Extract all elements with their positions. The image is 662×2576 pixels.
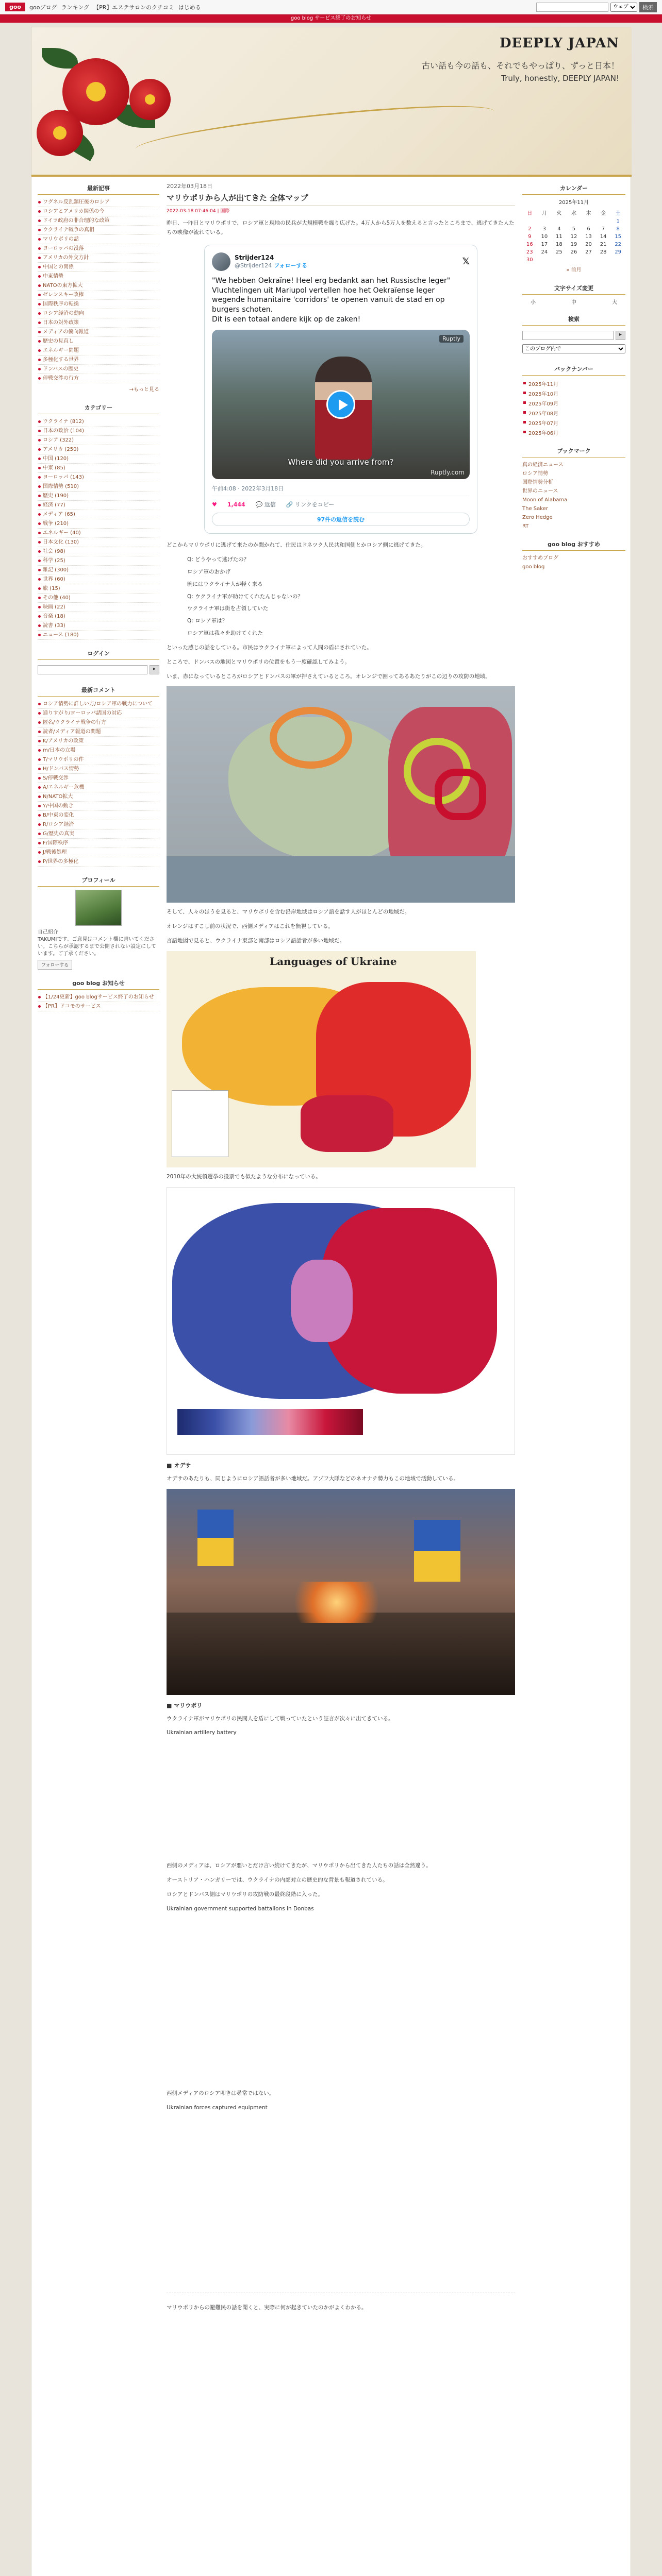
comment-link[interactable]: 読者/メディア報道の問題 [38, 727, 159, 737]
category-link[interactable]: 音楽 (18) [38, 612, 159, 621]
comment-link[interactable]: T/マリウポリの件 [38, 755, 159, 765]
calendar-day[interactable]: 17 [541, 242, 548, 247]
recent-posts-title: 最新記事 [38, 182, 159, 195]
bookmark-list [522, 461, 625, 531]
comment-link[interactable]: H/ドンバス情勢 [38, 765, 159, 774]
calendar-title: カレンダー [522, 182, 625, 195]
calendar-day[interactable]: 22 [615, 242, 622, 247]
election-map[interactable] [167, 1187, 515, 1455]
post-paragraph: マリウポリからの避難民の話を聞くと、実際に何が起きていたのかがよくわかる。 [167, 2304, 367, 2311]
font-mid-button[interactable]: 中 [571, 300, 576, 306]
quote-line: Q: ロシア軍は？ [187, 618, 228, 624]
service-end-banner[interactable]: goo blog サービス終了のお知らせ [0, 14, 662, 23]
quote-line: ロシア軍は我々を助けてくれた [187, 630, 263, 637]
category-link[interactable]: ロシア (322) [38, 436, 159, 445]
bookmark-link[interactable]: Moon of Alabama [522, 497, 568, 503]
comment-link[interactable]: F/国際秩序 [38, 839, 159, 848]
category-link[interactable]: ニュース (180) [38, 631, 159, 640]
empty-embed-area [167, 1919, 515, 2084]
calendar-weekday: 火 [556, 211, 562, 216]
calendar-day[interactable]: 26 [570, 249, 577, 255]
tweet-follow-button[interactable]: フォローする [274, 262, 308, 269]
post-meta[interactable]: 2022-03-18 07:46:04 | 国際 [167, 209, 230, 214]
calendar-day[interactable]: 1 [616, 218, 620, 224]
comment-link[interactable]: 通りすがり/ヨーロッパ諸国の対応 [38, 709, 159, 718]
post-paragraph: どこからマリウポリに逃げて来たのか聞かれて、住民はドネツク人民共和国側とかロシア側に逃げてきた。 [167, 542, 426, 549]
backnumber-link[interactable]: 2025年07月 [522, 418, 625, 428]
calendar-day[interactable]: 11 [556, 234, 562, 240]
category-link[interactable]: 科学 (25) [38, 556, 159, 566]
calendar-day[interactable]: 29 [615, 249, 622, 255]
backnumber-title: バックナンバー [522, 363, 625, 376]
category-link[interactable]: 雑記 (300) [38, 566, 159, 575]
site-subtitle-jp: 古い話も今の話も、それでもやっぱり、ずっと日本！ [421, 61, 619, 71]
profile-title: プロフィール [38, 874, 159, 887]
tweet-copy-link-button[interactable]: 🔗 リンクをコピー [286, 501, 335, 509]
map-legend [172, 1090, 228, 1157]
bookmark-link[interactable]: Zero Hedge [522, 515, 553, 520]
topbar-link-start[interactable]: はじめる [178, 4, 201, 11]
bookmark-link[interactable]: ロシア情勢 [522, 471, 548, 477]
calendar-day[interactable]: 12 [570, 234, 577, 240]
calendar-month: 2025年11月 [558, 200, 589, 206]
recent-post-link[interactable]: NATOの東方拡大 [38, 281, 159, 291]
tweet-handle[interactable]: @Strijder124 [235, 262, 272, 269]
font-size-buttons [522, 298, 625, 306]
language-map-title: Languages of Ukraine [270, 955, 397, 968]
bookmark-link[interactable]: 世界のニュース [522, 488, 558, 494]
calendar-weekday: 金 [601, 211, 606, 216]
backnumber-link[interactable]: 2025年10月 [522, 388, 625, 398]
profile-image[interactable] [75, 890, 122, 926]
category-link[interactable]: 日本の政治 (104) [38, 427, 159, 436]
post-title[interactable]: マリウポリから人が出てきた 全体マップ [167, 192, 515, 206]
quote-line: Q: ウクライナ軍が助けてくれたんじゃないの？ [187, 593, 303, 600]
post-paragraph: Ukrainian forces captured equipment [167, 2104, 268, 2111]
tweet-timestamp[interactable]: 午前4:08 · 2022年3月18日 [212, 485, 284, 493]
recent-post-link[interactable]: ロシアとアメリカ関係の今 [38, 207, 159, 216]
calendar-day[interactable] [522, 217, 537, 225]
category-link[interactable]: 歴史 (190) [38, 492, 159, 501]
tweet-actions [212, 496, 470, 509]
calendar-day[interactable]: 4 [557, 226, 561, 232]
recent-post-link[interactable]: ロシア経済の動向 [38, 309, 159, 318]
embedded-tweet[interactable] [204, 245, 477, 534]
tweet-avatar[interactable] [212, 252, 230, 271]
leaf-decoration [42, 48, 78, 69]
flag-banner [197, 1510, 234, 1566]
comments-title: 最新コメント [38, 684, 159, 697]
blog-search-box [522, 329, 625, 342]
backnumber-link[interactable]: 2025年06月 [522, 428, 625, 437]
calendar-weekday: 木 [586, 211, 591, 216]
calendar-day[interactable]: 23 [526, 249, 533, 255]
section-heading: ■ マリウポリ [167, 1702, 203, 1709]
backnumber-link[interactable]: 2025年11月 [522, 379, 625, 388]
category-link[interactable]: 読書 (33) [38, 621, 159, 631]
election-legend-bar [177, 1409, 363, 1435]
recent-post-link[interactable]: 国際秩序の転換 [38, 300, 159, 309]
comment-link[interactable]: N/NATO拡大 [38, 792, 159, 802]
login-box [38, 663, 159, 676]
backnumber-link[interactable]: 2025年09月 [522, 398, 625, 408]
calendar-table [522, 208, 625, 264]
comment-link[interactable]: J/戦後処理 [38, 848, 159, 857]
comment-link[interactable]: G/歴史の真実 [38, 829, 159, 839]
calendar-day[interactable]: 10 [541, 234, 548, 240]
crowd [167, 1613, 515, 1695]
category-link[interactable]: エネルギー (40) [38, 529, 159, 538]
tweet-author-name[interactable]: Strijder124 [235, 253, 274, 261]
category-link[interactable]: 旅 (15) [38, 584, 159, 594]
post-paragraph: オーストリア・ハンガリーでは、ウクライナの内部対立の歴史的な背景も報道されている。 [167, 1877, 388, 1884]
calendar-day[interactable]: 5 [572, 226, 576, 232]
bookmark-link[interactable]: 国際情勢分析 [522, 480, 553, 485]
flower-core [86, 82, 106, 101]
calendar-day[interactable]: 14 [600, 234, 607, 240]
category-link[interactable]: 中国 (120) [38, 454, 159, 464]
font-small-button[interactable]: 小 [531, 300, 536, 306]
topbar-link-pr[interactable]: 【PR】エステサロンのクチコミ [93, 4, 174, 11]
comment-link[interactable]: R/ロシア経済 [38, 820, 159, 829]
calendar-day[interactable]: 28 [600, 249, 607, 255]
topbar-search-button[interactable]: 検索 [639, 2, 657, 12]
sea-area [167, 856, 515, 903]
play-icon[interactable] [326, 390, 355, 419]
calendar-day[interactable]: 9 [528, 234, 532, 240]
calendar-day[interactable] [596, 217, 611, 225]
calendar-day[interactable]: 25 [556, 249, 562, 255]
backnumber-list [522, 379, 625, 437]
calendar-prev-link[interactable]: « 前月 [566, 267, 582, 273]
calendar-weekday: 日 [527, 211, 533, 216]
quote-line: ロシア軍のおかげ [187, 568, 230, 575]
quote-line: 晩にはウクライナ人が軽く来る [187, 581, 263, 587]
category-link[interactable]: 戦争 (210) [38, 519, 159, 529]
recent-post-link[interactable]: 多極化する世界 [38, 355, 159, 365]
calendar-day[interactable]: 2 [528, 226, 532, 232]
calendar-day[interactable]: 18 [556, 242, 562, 247]
torchlight-march-photo[interactable] [167, 1489, 515, 1695]
recent-more-link[interactable]: →もっと見る [129, 387, 159, 393]
comment-link[interactable]: ロシア情勢に詳しい方/ロシア軍の戦力について [38, 700, 159, 709]
calendar-day[interactable]: 13 [585, 234, 592, 240]
category-link[interactable]: 国際情勢 (510) [38, 482, 159, 492]
post-paragraph: 2010年の大統領選挙の投票でも似たような分布になっている。 [167, 1173, 321, 1180]
goo-recommend-title: goo blog おすすめ [522, 538, 625, 551]
recent-post-link[interactable]: アメリカの外交方針 [38, 253, 159, 263]
post-paragraph: ウクライナ軍がマリウポリの民間人を盾にして戦っていたという証言が次々に出てきている。 [167, 1715, 394, 1722]
calendar-weekday: 水 [571, 211, 576, 216]
quote-line: Q: どうやって逃げたの？ [187, 556, 250, 563]
calendar-day[interactable] [596, 256, 611, 264]
calendar-day[interactable] [581, 256, 596, 264]
recent-posts-list [38, 198, 159, 383]
topbar-search-select[interactable] [610, 3, 637, 12]
post-paragraph: 言語地図で見ると、ウクライナ東部と南部はロシア語話者が多い地域だ。 [167, 938, 345, 944]
calendar-day[interactable]: 6 [587, 226, 590, 232]
goo-recommend-item[interactable]: おすすめブログ [522, 555, 559, 561]
comment-link[interactable]: S/停戦交渉 [38, 774, 159, 783]
font-size-title: 文字サイズ変更 [522, 282, 625, 295]
calendar-day[interactable]: 27 [585, 249, 592, 255]
login-input[interactable] [38, 665, 147, 674]
empty-embed-area [167, 1743, 515, 1856]
category-link[interactable]: ウクライナ (812) [38, 417, 159, 427]
recent-post-link[interactable]: ウクライナ戦争の真相 [38, 226, 159, 235]
recent-post-link[interactable]: ドイツ政府の非合理的な政策 [38, 216, 159, 226]
category-list [38, 417, 159, 640]
post-paragraph: いま、赤になっているところがロシアとドンバスの軍が押さえているところ。オレンジで囲ってあるあたりがこの辺りの攻防の地域。 [167, 673, 491, 680]
calendar-day[interactable]: 7 [601, 226, 605, 232]
post-paragraph: Ukrainian government supported battalions in Donbas [167, 1905, 314, 1912]
calendar-day[interactable] [537, 256, 552, 264]
calendar-day[interactable] [537, 217, 552, 225]
interview-quote [167, 555, 515, 638]
category-link[interactable]: 日本文化 (130) [38, 538, 159, 547]
blog-header [31, 27, 632, 177]
calendar-day[interactable] [552, 256, 567, 264]
tweet-reply-button[interactable]: 💬 返信 [255, 501, 276, 509]
torch-light [280, 1582, 393, 1623]
post-paragraph: そして、人々のほうを見ると、マリウポリを含む沿岸地域はロシア語を話す人がほとんどの地域だ。 [167, 909, 410, 916]
post-date: 2022年03月18日 [167, 183, 212, 190]
crimea-area [301, 1095, 393, 1152]
left-sidebar [38, 182, 159, 1011]
recent-post-link[interactable]: ワグネル反乱鎮圧後のロシア [38, 198, 159, 207]
profile-text: 自己紹介 TAKUMIです。ご意見はコメント欄に書いてください。こちらが承認するまで公開されない設定にしています。ご了承ください。 [38, 929, 156, 957]
red-ring-donbas [435, 769, 486, 820]
category-link[interactable]: メディア (65) [38, 510, 159, 519]
font-large-button[interactable]: 大 [612, 300, 617, 306]
flower-core [53, 126, 67, 140]
backnumber-link[interactable]: 2025年08月 [522, 408, 625, 418]
comment-link[interactable]: Y/中国の動き [38, 802, 159, 811]
bookmark-link[interactable]: The Saker [522, 506, 548, 512]
category-link[interactable]: 経済 (77) [38, 501, 159, 510]
post-paragraph: Ukrainian artillery battery [167, 1730, 237, 1736]
recent-post-link[interactable]: 中国との関係 [38, 263, 159, 272]
recent-post-link[interactable]: 日本の対外政策 [38, 318, 159, 328]
recent-post-link[interactable]: ゼレンスキー政権 [38, 291, 159, 300]
category-link[interactable]: 中東 (85) [38, 464, 159, 473]
tweet-text: "We hebben Oekraïne! Heel erg bedankt aan het Russische leger" Vluchtelingen uit Mariupol vertellen hoe het Oekraïense leger wegende humanitaire 'corridors' te openen vanuit de stad en op burgers schoten. Dit is een totaal andere kijk op de zaken! [212, 276, 451, 324]
recent-post-link[interactable]: ドンバスの歴史 [38, 365, 159, 374]
section-heading: ■ オデサ [167, 1462, 191, 1469]
calendar-day[interactable]: 21 [600, 242, 607, 247]
empty-embed-area [167, 2117, 515, 2282]
topbar-search [536, 2, 657, 12]
category-link[interactable]: アメリカ (250) [38, 445, 159, 454]
site-title[interactable]: DEEPLY JAPAN [499, 36, 619, 51]
post-paragraph: ところで、ドンバスの地図とマリウポリの位置をもう一度確認してみよう。 [167, 658, 350, 665]
recent-post-link[interactable]: 停戦交渉の行方 [38, 374, 159, 383]
mixed-vote-area [291, 1260, 353, 1342]
category-link[interactable]: ヨーロッパ (143) [38, 473, 159, 482]
tweet-read-replies-button[interactable]: 97件の返信を読む [212, 513, 470, 526]
calendar-day[interactable]: 15 [615, 234, 622, 240]
blog-search-input[interactable] [522, 331, 614, 340]
post-paragraph: オレンジはすこし前の状況で、西側メディアはこれを無視している。 [167, 923, 334, 930]
login-title: ログイン [38, 647, 159, 660]
video-badge: Ruptly [439, 335, 464, 343]
goo-notice-item[interactable]: 【1/24更新】goo blogサービス終了のお知らせ [38, 993, 159, 1002]
comment-link[interactable]: A/エネルギー危機 [38, 783, 159, 792]
video-watermark: Ruptly.com [431, 469, 465, 477]
right-sidebar [522, 182, 625, 571]
bookmark-link[interactable]: RT [522, 523, 529, 529]
recent-post-link[interactable]: ヨーロッパの没落 [38, 244, 159, 253]
calendar-day[interactable] [610, 256, 625, 264]
post-intro: 昨日、一昨日とマリウポリで、ロシア軍と現地の民兵が大規模戦を繰り広げた。4万人から5万人を数えると言ったところまで、逃げてきた人たちの映像が流れている。 [167, 220, 515, 235]
recent-post-link[interactable]: 歴史の見直し [38, 337, 159, 346]
tweet-like-count: 1,444 [227, 501, 245, 508]
calendar-day[interactable]: 30 [526, 257, 533, 263]
login-button[interactable]: ▸ [150, 665, 159, 674]
language-map[interactable] [167, 951, 476, 1167]
topbar-search-input[interactable] [536, 3, 608, 12]
flag-banner [414, 1520, 460, 1582]
calendar-day[interactable] [567, 256, 582, 264]
comment-link[interactable]: 匿名/ウクライナ戦争の行方 [38, 718, 159, 727]
category-link[interactable]: 世界 (60) [38, 575, 159, 584]
flower-core [145, 94, 155, 105]
blog-search-scope[interactable] [522, 344, 625, 353]
recent-post-link[interactable]: エネルギー問題 [38, 346, 159, 355]
calendar-day[interactable] [581, 217, 596, 225]
recent-post-link[interactable]: 中東情勢 [38, 272, 159, 281]
topbar-link-ranking[interactable]: ランキング [61, 4, 90, 11]
orange-ring-north [270, 707, 352, 769]
tweet-video[interactable] [212, 330, 470, 479]
goo-logo[interactable]: goo [5, 3, 25, 11]
calendar-day[interactable] [552, 217, 567, 225]
calendar-day[interactable]: 16 [526, 242, 533, 247]
post-paragraph: といった感じの話をしている。市民はウクライナ軍によって人間の盾にされていた。 [167, 644, 372, 651]
calendar-day[interactable] [567, 217, 582, 225]
recent-post-link[interactable]: メディアの偏向報道 [38, 328, 159, 337]
calendar-day[interactable]: 3 [542, 226, 547, 232]
post-paragraph: ロシアとドンバス側はマリウポリの攻防戦の最終段階に入った。 [167, 1891, 323, 1898]
goo-recommend-item[interactable]: goo blog [522, 564, 545, 570]
top-bar [0, 0, 662, 14]
goo-notice-item[interactable]: 【PR】ドコモのサービス [38, 1002, 159, 1011]
quote-line: ウクライナ軍は街を占領していた [187, 605, 269, 612]
calendar-day[interactable]: 24 [541, 249, 548, 255]
video-caption: Where did you arrive from? [288, 457, 394, 467]
calendar-day[interactable]: 20 [585, 242, 592, 247]
post-paragraph: オデサのあたりも、同じようにロシア語話者が多い地域だ。アゾフ大隊などのネオナチ勢力もこの地域で活動している。 [167, 1475, 459, 1482]
calendar-weekday: 月 [541, 211, 547, 216]
post-paragraph: 西側メディアのロシア叩きは尋常ではない。 [167, 2090, 275, 2096]
bookmark-link[interactable]: 真の経済ニュース [522, 462, 564, 468]
comment-link[interactable]: B/中東の変化 [38, 811, 159, 820]
category-link[interactable]: 社会 (98) [38, 547, 159, 556]
comment-link[interactable]: P/世界の多極化 [38, 857, 159, 867]
gold-curve-decoration [134, 96, 496, 165]
recent-post-link[interactable]: マリウポリの話 [38, 235, 159, 244]
comments-list [38, 700, 159, 867]
goo-notice-title: goo blog お知らせ [38, 977, 159, 990]
calendar-weekday: 土 [615, 211, 621, 216]
heart-icon[interactable]: ♥ [212, 501, 217, 508]
donbas-front-map[interactable] [167, 686, 515, 903]
category-link[interactable]: 映画 (22) [38, 603, 159, 612]
blog-search-button[interactable]: ▸ [616, 331, 625, 340]
bookmark-title: ブックマーク [522, 445, 625, 457]
x-logo-icon[interactable]: 𝕏 [462, 256, 470, 267]
search-title: 検索 [522, 313, 625, 326]
category-link[interactable]: その他 (40) [38, 594, 159, 603]
category-title: カテゴリー [38, 401, 159, 414]
calendar-day[interactable]: 8 [616, 226, 620, 232]
main-content [167, 182, 515, 2318]
follow-button[interactable]: フォローする [38, 960, 72, 970]
blog-page [31, 27, 631, 2576]
comment-link[interactable]: m/日本の立場 [38, 746, 159, 755]
topbar-link-blog[interactable]: gooブログ [29, 4, 57, 11]
site-subtitle-en: Truly, honestly, DEEPLY JAPAN! [501, 74, 619, 83]
tweet-header [212, 252, 470, 271]
calendar-day[interactable]: 19 [570, 242, 577, 247]
post-paragraph: 西側のメディアは、ロシアが悪いとだけ言い続けてきたが、マリウポリから出てきた人たちの話は全然違う。 [167, 1862, 432, 1869]
comment-link[interactable]: K/アメリカの政策 [38, 737, 159, 746]
